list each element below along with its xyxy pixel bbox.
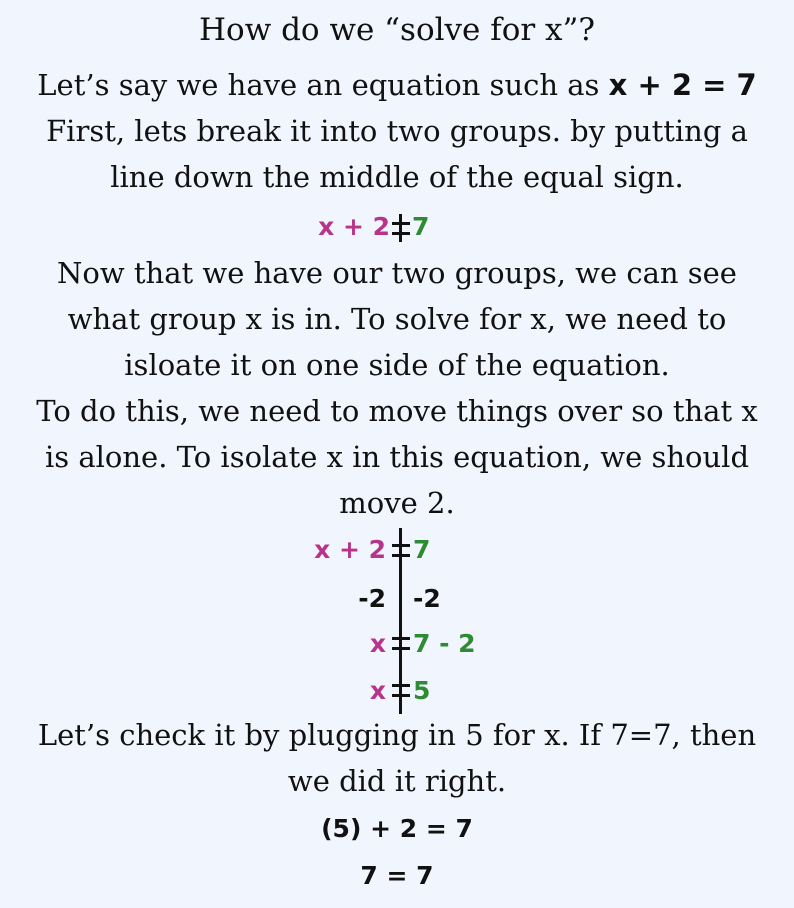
intro-text: Let’s say we have an equation such as xyxy=(37,68,609,102)
step2-line-3: isloate it on one side of the equation. xyxy=(124,348,670,382)
split-equal-bottom xyxy=(392,232,410,235)
split-divider xyxy=(399,214,402,242)
step2-paragraph xyxy=(0,250,794,526)
check-equation-1: (5) + 2 = 7 xyxy=(321,814,473,843)
solve-row-1-right: 7 xyxy=(413,535,431,564)
solve-row-2-right: -2 xyxy=(413,584,441,613)
step2-line-6: move 2. xyxy=(339,486,455,520)
solve-row-1-left: x + 2 xyxy=(314,535,386,564)
solving-divider xyxy=(399,528,402,714)
step2-line-1: Now that we have our two groups, we can see xyxy=(57,256,737,290)
solve-row-3-right: 7 - 2 xyxy=(413,629,476,658)
row3-equal-bottom xyxy=(392,647,410,650)
row1-equal-top xyxy=(392,544,410,547)
split-left: x + 2 xyxy=(318,212,390,241)
split-equal-top xyxy=(392,222,410,225)
row3-equal-top xyxy=(392,637,410,640)
check-paragraph xyxy=(0,712,794,804)
step2-line-2: what group x is in. To solve for x, we need to xyxy=(67,302,727,336)
solve-row-3-left: x xyxy=(369,629,386,658)
row1-equal-bottom xyxy=(392,554,410,557)
check-equation-2: 7 = 7 xyxy=(360,861,434,890)
intro-paragraph xyxy=(0,62,794,200)
solve-row-4-left: x xyxy=(369,676,386,705)
intro-equation: x + 2 = 7 xyxy=(608,68,757,102)
step1-line-1: First, lets break it into two groups. by putting a xyxy=(46,114,748,148)
solve-row-2-left: -2 xyxy=(358,584,386,613)
check-line-2: we did it right. xyxy=(287,764,507,798)
solve-row-4-right: 5 xyxy=(413,676,431,705)
row4-equal-bottom xyxy=(392,694,410,697)
step1-line-2: line down the middle of the equal sign. xyxy=(110,160,684,194)
row4-equal-top xyxy=(392,684,410,687)
step2-line-4: To do this, we need to move things over so that x xyxy=(36,394,758,428)
page-title: How do we “solve for x”? xyxy=(199,12,595,48)
check-line-1: Let’s check it by plugging in 5 for x. If 7=7, then xyxy=(37,718,757,752)
intro-line xyxy=(0,62,794,108)
split-right: 7 xyxy=(412,212,430,241)
step2-line-5: is alone. To isolate x in this equation, we should xyxy=(44,440,750,474)
